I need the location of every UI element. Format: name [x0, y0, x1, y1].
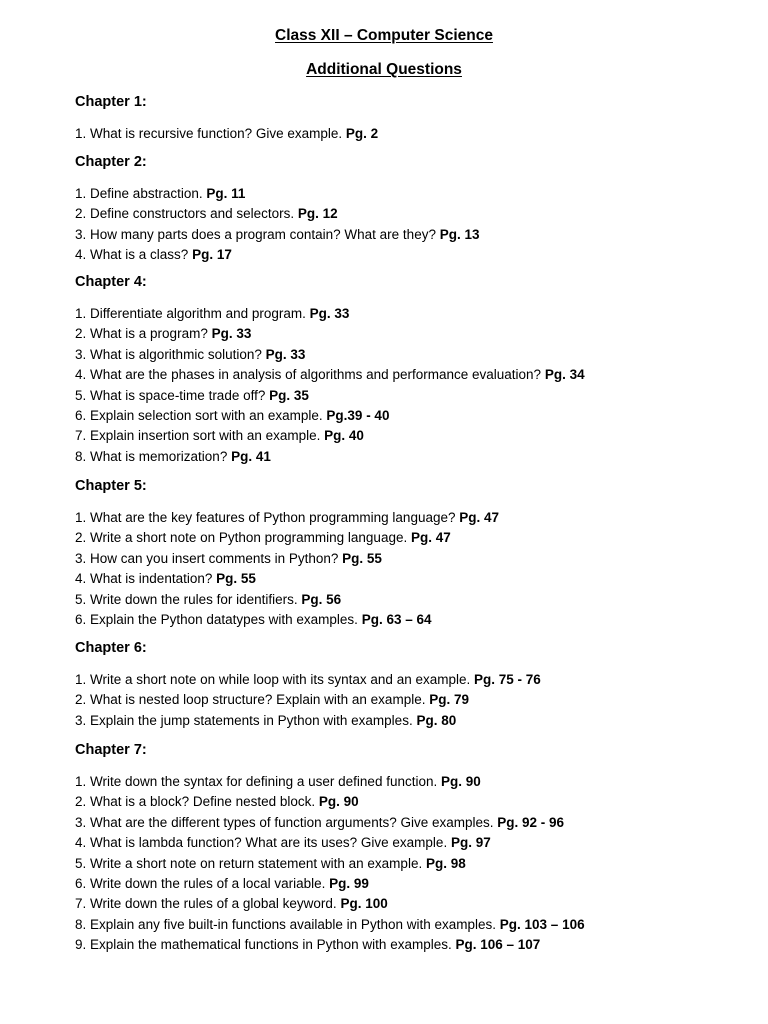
question-text: Explain the mathematical functions in Python with examples.: [90, 937, 452, 953]
question-number: 4.: [75, 835, 87, 851]
question-item: [75, 386, 735, 406]
question-item: [75, 711, 735, 731]
question-item: [75, 304, 735, 324]
question-text: Differentiate algorithm and program.: [90, 306, 306, 321]
page-reference: Pg. 11: [206, 186, 246, 201]
chapter-7-question-list: [75, 772, 735, 956]
question-number: 3.: [75, 346, 87, 362]
question-text: Define abstraction.: [90, 186, 203, 201]
question-number: 9.: [75, 937, 87, 953]
chapter-heading: Chapter 4:: [75, 274, 147, 290]
question-text: Write a short note on while loop with its syntax and an example.: [90, 672, 471, 687]
page-reference: Pg. 47: [410, 530, 451, 546]
page-reference: Pg. 55: [342, 550, 382, 566]
chapter-6-question-list: [75, 670, 735, 731]
question-item: [75, 124, 735, 144]
chapter-heading: Chapter 5:: [75, 478, 147, 494]
page-reference: Pg. 79: [429, 692, 470, 708]
question-text: What is a program?: [90, 326, 208, 342]
page-reference: Pg. 97: [450, 835, 491, 851]
question-number: 1.: [75, 774, 87, 789]
page-reference: Pg. 56: [301, 591, 342, 607]
page-reference: Pg. 33: [309, 306, 350, 321]
question-text: What is lambda function? What are its uses? Give example.: [90, 835, 448, 851]
question-number: 2.: [75, 794, 87, 810]
chapter-2-question-list: [75, 184, 735, 266]
question-number: 4.: [75, 247, 87, 263]
question-item: [75, 345, 735, 365]
page-reference: Pg.39 - 40: [326, 407, 390, 423]
question-number: 6.: [75, 407, 87, 423]
page-reference: Pg. 92 - 96: [497, 814, 565, 830]
page-reference: Pg. 103 – 106: [499, 916, 585, 932]
question-item: [75, 225, 735, 245]
question-text: How can you insert comments in Python?: [90, 550, 339, 566]
question-text: What is space-time trade off?: [90, 387, 266, 403]
question-text: What is nested loop structure? Explain with an example.: [90, 692, 426, 708]
page-reference: Pg. 33: [265, 346, 306, 362]
page-reference: Pg. 33: [211, 326, 252, 342]
question-item: [75, 935, 735, 955]
question-text: What are the phases in analysis of algorithms and performance evaluation?: [90, 367, 542, 383]
question-number: 6.: [75, 611, 87, 627]
question-text: Explain the Python datatypes with examples.: [90, 611, 358, 627]
question-text: Write down the syntax for defining a user defined function.: [90, 774, 438, 789]
question-item: [75, 670, 735, 690]
question-text: Explain insertion sort with an example.: [90, 428, 321, 444]
question-item: [75, 690, 735, 710]
page-reference: Pg. 100: [340, 896, 388, 912]
question-item: [75, 874, 735, 894]
question-text: What is algorithmic solution?: [90, 346, 262, 362]
page-reference: Pg. 80: [416, 712, 457, 728]
question-number: 1.: [75, 672, 87, 687]
question-item: [75, 447, 735, 467]
question-number: 8.: [75, 916, 87, 932]
question-item: [75, 854, 735, 874]
question-number: 1.: [75, 126, 87, 141]
question-item: [75, 324, 735, 344]
question-text: What is indentation?: [90, 571, 213, 587]
question-text: What is memorization?: [90, 448, 228, 464]
question-text: How many parts does a program contain? What are they?: [90, 226, 436, 242]
chapter-5-question-list: [75, 508, 735, 630]
question-text: What are the different types of function arguments? Give examples.: [90, 814, 494, 830]
page-reference: Pg. 90: [318, 794, 359, 810]
question-number: 3.: [75, 712, 87, 728]
page-reference: Pg. 99: [329, 875, 369, 891]
page-reference: Pg. 63 – 64: [361, 611, 432, 627]
question-item: [75, 528, 735, 548]
page-reference: Pg. 47: [459, 510, 500, 525]
page-reference: Pg. 98: [425, 855, 466, 871]
document-subtitle: Additional Questions: [306, 61, 462, 78]
page-reference: Pg. 55: [216, 571, 256, 587]
page-reference: Pg. 12: [297, 206, 338, 222]
page-reference: Pg. 13: [439, 226, 480, 242]
page-reference: Pg. 40: [324, 428, 364, 444]
question-item: [75, 184, 735, 204]
question-item: [75, 426, 735, 446]
question-number: 2.: [75, 530, 87, 546]
question-number: 6.: [75, 875, 87, 891]
question-text: Write down the rules of a global keyword.: [90, 896, 337, 912]
question-item: [75, 813, 735, 833]
question-item: [75, 792, 735, 812]
question-item: [75, 406, 735, 426]
page-reference: Pg. 2: [345, 126, 379, 141]
question-text: Write down the rules for identifiers.: [90, 591, 298, 607]
question-number: 5.: [75, 387, 87, 403]
question-number: 4.: [75, 571, 87, 587]
question-item: [75, 894, 735, 914]
question-number: 4.: [75, 367, 87, 383]
question-number: 1.: [75, 306, 87, 321]
chapter-4-question-list: [75, 304, 735, 467]
question-text: What is a block? Define nested block.: [90, 794, 316, 810]
question-text: Write a short note on return statement with an example.: [90, 855, 423, 871]
question-text: Write a short note on Python programming language.: [90, 530, 408, 546]
page-reference: Pg. 106 – 107: [455, 937, 541, 953]
page-reference: Pg. 35: [269, 387, 309, 403]
question-number: 1.: [75, 186, 87, 201]
chapter-heading: Chapter 6:: [75, 640, 147, 656]
question-item: [75, 915, 735, 935]
question-text: What are the key features of Python programming language?: [90, 510, 456, 525]
question-number: 3.: [75, 226, 87, 242]
question-item: [75, 590, 735, 610]
question-number: 5.: [75, 855, 87, 871]
question-number: 3.: [75, 814, 87, 830]
page-reference: Pg. 34: [544, 367, 585, 383]
page-reference: Pg. 90: [441, 774, 481, 789]
question-text: What is recursive function? Give example.: [90, 126, 343, 141]
question-text: Define constructors and selectors.: [90, 206, 295, 222]
page-reference: Pg. 75 - 76: [474, 672, 541, 687]
question-number: 1.: [75, 510, 87, 525]
question-number: 8.: [75, 448, 87, 464]
page-reference: Pg. 17: [192, 247, 232, 263]
question-text: What is a class?: [90, 247, 189, 263]
chapter-heading: Chapter 2:: [75, 154, 147, 170]
question-number: 7.: [75, 896, 87, 912]
question-item: [75, 508, 735, 528]
question-number: 3.: [75, 550, 87, 566]
question-number: 2.: [75, 206, 87, 222]
question-number: 2.: [75, 692, 87, 708]
question-number: 5.: [75, 591, 87, 607]
question-item: [75, 245, 735, 265]
chapter-heading: Chapter 1:: [75, 94, 147, 110]
question-number: 2.: [75, 326, 87, 342]
question-text: Explain any five built-in functions available in Python with examples.: [90, 916, 497, 932]
question-item: [75, 772, 735, 792]
question-text: Write down the rules of a local variable.: [90, 875, 326, 891]
question-item: [75, 610, 735, 630]
question-item: [75, 365, 735, 385]
question-item: [75, 833, 735, 853]
chapter-1-question-list: [75, 124, 735, 144]
document-title: Class XII – Computer Science: [275, 27, 493, 44]
question-number: 7.: [75, 428, 87, 444]
question-item: [75, 204, 735, 224]
question-text: Explain selection sort with an example.: [90, 407, 323, 423]
question-item: [75, 569, 735, 589]
chapter-heading: Chapter 7:: [75, 742, 147, 758]
question-text: Explain the jump statements in Python with examples.: [90, 712, 413, 728]
question-item: [75, 549, 735, 569]
page-reference: Pg. 41: [231, 448, 271, 464]
